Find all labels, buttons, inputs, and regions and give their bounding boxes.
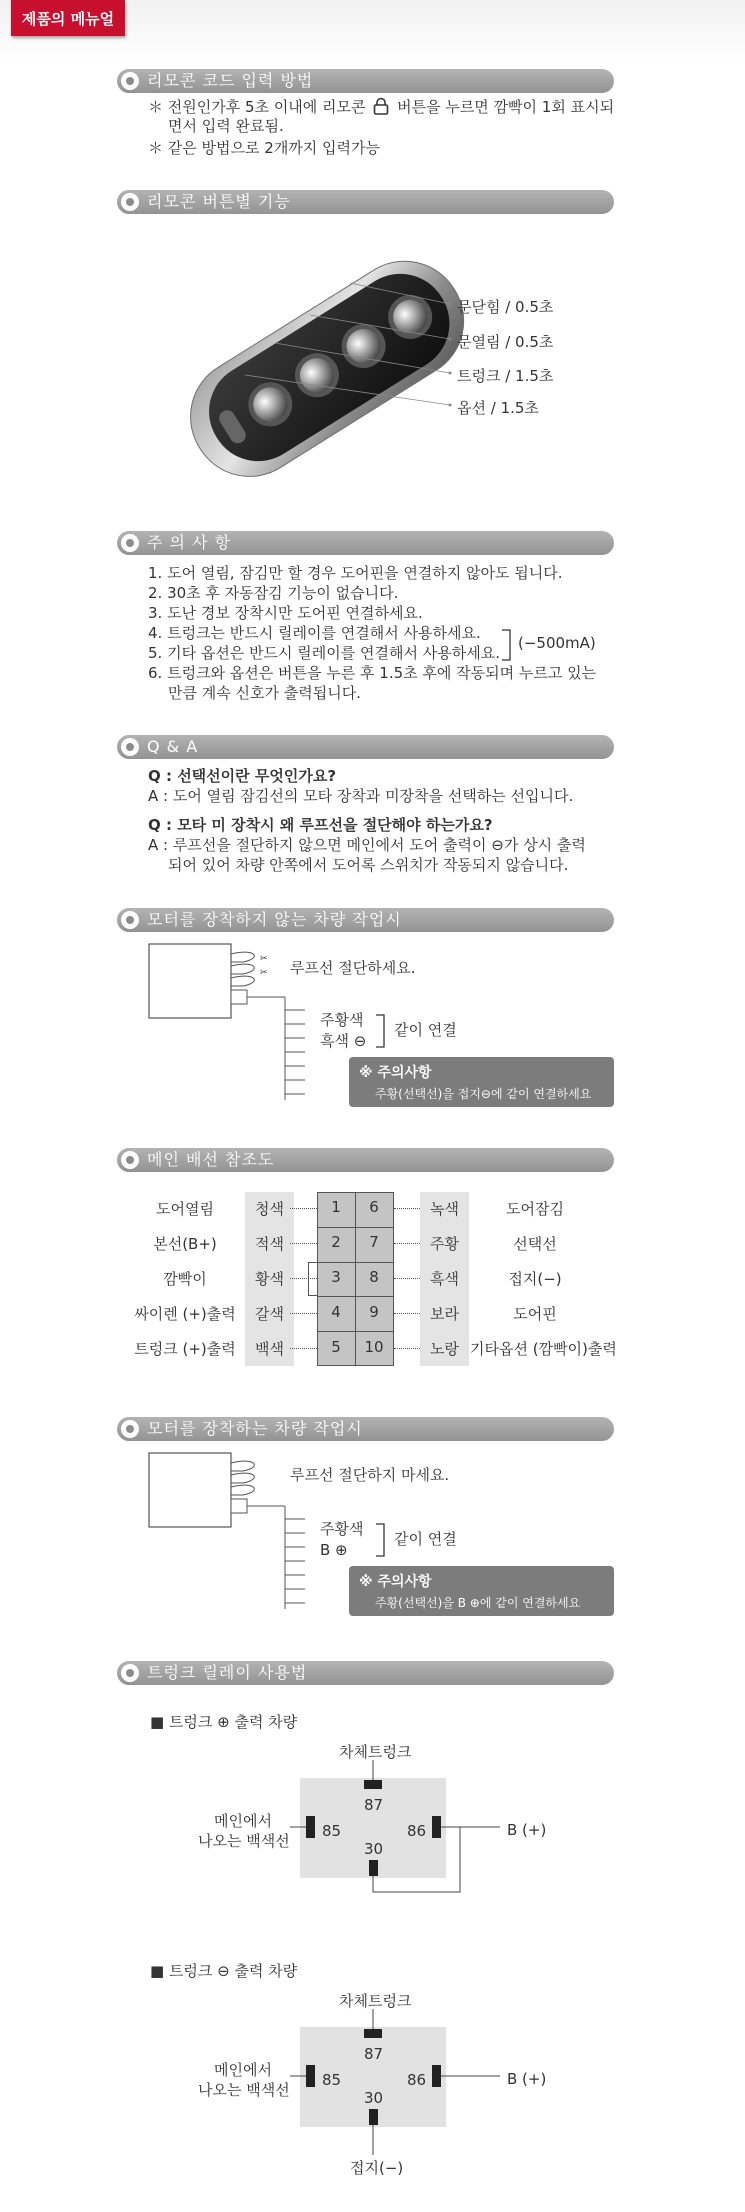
section-header-code xyxy=(117,69,614,93)
wire-function-right: 접지(−) xyxy=(508,1270,562,1288)
answer-2a: A : 루프선을 절단하지 않으면 메인에서 도어 출력이 ⊖가 상시 출력 xyxy=(148,836,586,854)
wire-color-left: 백색 xyxy=(255,1340,284,1358)
button-label-open: 문열림 / 0.5초 xyxy=(457,333,554,351)
wire-function-left: 도어열림 xyxy=(156,1200,214,1218)
wire-leader-left xyxy=(290,1278,317,1279)
relay-ground-label: 접지(−) xyxy=(350,2159,404,2177)
section-title: 트렁크 릴레이 사용법 xyxy=(147,1663,308,1682)
wire-function-right: 선택선 xyxy=(513,1235,557,1253)
section-header-motor xyxy=(117,1417,614,1441)
caution-item-1: 1. 도어 열림, 잠김만 할 경우 도어핀을 연결하지 않아도 됩니다. xyxy=(148,564,563,582)
wire-leader-right xyxy=(394,1348,420,1349)
relay-plus-title: ■ 트렁크 ⊕ 출력 차량 xyxy=(150,1713,298,1731)
loop-cut-instruction: 루프선 절단하세요. xyxy=(290,959,416,977)
wire-leader-right xyxy=(394,1243,420,1244)
note-title: ※ 주의사항 xyxy=(359,1065,432,1081)
relay-body-trunk-label: 차체트렁크 xyxy=(339,1743,412,1761)
caution-item-3: 3. 도난 경보 장착시만 도어핀 연결하세요. xyxy=(148,604,423,622)
wire-color-right: 노랑 xyxy=(430,1340,459,1358)
connector-pin: 10 xyxy=(364,1338,384,1356)
wire-color-left: 갈색 xyxy=(255,1305,284,1323)
section-title: 리모콘 코드 입력 방법 xyxy=(147,71,314,90)
relay-minus-title: ■ 트렁크 ⊖ 출력 차량 xyxy=(150,1962,298,1980)
motor-note xyxy=(349,1566,614,1616)
connector-pin: 2 xyxy=(331,1233,341,1251)
relay-pin-87: 87 xyxy=(364,2045,384,2063)
relay-pin-85: 85 xyxy=(322,1822,342,1840)
current-limit: (−500mA) xyxy=(518,634,596,652)
connect-together-label: 같이 연결 xyxy=(394,1021,457,1039)
caution-item-2: 2. 30초 후 자동잠김 기능이 없습니다. xyxy=(148,584,399,602)
bullet-dot-icon xyxy=(121,534,139,552)
wire-leader-left xyxy=(290,1348,317,1349)
wire-orange: 주황색 xyxy=(320,1011,364,1029)
relay-pin-85: 85 xyxy=(322,2071,342,2089)
connect-together-label: 같이 연결 xyxy=(394,1530,457,1548)
wire-black-ground: 흑색 ⊖ xyxy=(320,1032,367,1050)
wire-color-right: 녹색 xyxy=(430,1200,459,1218)
section-header-caution xyxy=(117,531,614,555)
wire-color-right: 보라 xyxy=(430,1305,459,1323)
caution-item-6b: 만큼 계속 신호가 출력됩니다. xyxy=(168,684,361,702)
section-title: 모터를 장착하지 않는 차량 작업시 xyxy=(147,910,402,929)
relay-pin-86: 86 xyxy=(407,1822,427,1840)
connector-pin: 8 xyxy=(369,1268,379,1286)
button-label-close: 문닫힘 / 0.5초 xyxy=(457,298,554,316)
wire-function-right: 도어핀 xyxy=(513,1305,557,1323)
bullet-star: ＊ xyxy=(148,139,164,157)
relay-b-plus-label: B (+) xyxy=(507,2070,547,2088)
button-label-option: 옵션 / 1.5초 xyxy=(457,399,539,417)
wire-orange: 주황색 xyxy=(320,1520,364,1538)
wire-function-left: 트렁크 (+)출력 xyxy=(134,1340,236,1358)
wire-color-left: 황색 xyxy=(255,1270,284,1288)
answer-2b: 되어 있어 차량 안쪽에서 도어록 스위치가 작동되지 않습니다. xyxy=(168,856,569,874)
answer-1: A : 도어 열림 잠김선의 모타 장착과 미장착을 선택하는 선입니다. xyxy=(148,787,574,805)
question-1: Q : 선택선이란 무엇인가요? xyxy=(148,767,337,785)
note-text: 주황(선택선)을 접지⊖에 같이 연결하세요 xyxy=(375,1087,592,1101)
section-title: 주 의 사 항 xyxy=(147,533,232,552)
caution-bracket xyxy=(500,628,514,662)
section-title: Q & A xyxy=(147,737,199,756)
relay-pin-87: 87 xyxy=(364,1796,384,1814)
wire-function-left: 싸이렌 (+)출력 xyxy=(134,1305,236,1323)
svg-text:✂: ✂ xyxy=(260,954,268,964)
section-title: 메인 배선 참조도 xyxy=(147,1150,275,1169)
manual-tag: 제품의 메뉴얼 xyxy=(11,0,125,36)
bullet-dot-icon xyxy=(121,911,139,929)
wire-function-left: 깜빡이 xyxy=(163,1270,207,1288)
connector-pin: 1 xyxy=(331,1198,341,1216)
code-text-2: 같은 방법으로 2개까지 입력가능 xyxy=(167,139,381,157)
caution-item-4: 4. 트렁크는 반드시 릴레이를 연결해서 사용하세요. xyxy=(148,624,481,642)
connector-pin: 3 xyxy=(331,1268,341,1286)
connector-pin: 7 xyxy=(369,1233,379,1251)
code-text-1c: 면서 입력 완료됨. xyxy=(168,117,284,135)
connect-bracket xyxy=(374,1522,388,1558)
connector-pin: 6 xyxy=(369,1198,379,1216)
relay-main-label-a: 메인에서 xyxy=(214,2061,272,2079)
bullet-dot-icon xyxy=(121,1420,139,1438)
wire-color-right: 주황 xyxy=(430,1235,459,1253)
relay-main-label-b: 나오는 백색선 xyxy=(198,2081,290,2099)
relay-body-trunk-label: 차체트렁크 xyxy=(339,1992,412,2010)
code-text-1b: 버튼을 누르면 깜빡이 1회 표시되 xyxy=(397,98,615,116)
bullet-dot-icon xyxy=(121,1664,139,1682)
bullet-dot-icon xyxy=(121,193,139,211)
relay-pin-30: 30 xyxy=(364,2089,384,2107)
no-motor-note xyxy=(349,1057,614,1107)
button-label-trunk: 트렁크 / 1.5초 xyxy=(457,367,554,385)
connector-pin: 5 xyxy=(331,1338,341,1356)
bullet-dot-icon xyxy=(121,72,139,90)
wire-leader-left xyxy=(290,1208,317,1209)
section-header-no-motor xyxy=(117,908,614,932)
connector-pin: 9 xyxy=(369,1303,379,1321)
wire-b-plus: B ⊕ xyxy=(320,1541,348,1559)
caution-item-5: 5. 기타 옵션은 반드시 릴레이를 연결해서 사용하세요. xyxy=(148,644,500,662)
bullet-star: ＊ xyxy=(148,98,164,116)
wire-leader-right xyxy=(394,1208,420,1209)
wire-color-right: 흑색 xyxy=(430,1270,459,1288)
note-title: ※ 주의사항 xyxy=(359,1574,432,1590)
lock-icon xyxy=(372,97,390,120)
wire-leader-left xyxy=(290,1243,317,1244)
wire-leader-right xyxy=(394,1313,420,1314)
section-title: 리모콘 버튼별 기능 xyxy=(147,192,291,211)
relay-pin-86: 86 xyxy=(407,2071,427,2089)
caution-item-6: 6. 트렁크와 옵션은 버튼을 누른 후 1.5초 후에 작동되며 누르고 있는 xyxy=(148,664,597,682)
section-header-main-wiring xyxy=(117,1148,614,1172)
relay-b-plus-label: B (+) xyxy=(507,1821,547,1839)
wire-function-right: 도어잠김 xyxy=(506,1200,564,1218)
loop-keep-instruction: 루프선 절단하지 마세요. xyxy=(290,1466,450,1484)
wire-color-left: 적색 xyxy=(255,1235,284,1253)
code-bullet-2 xyxy=(148,138,380,158)
wire-function-left: 본선(B+) xyxy=(153,1235,217,1253)
pin3-lock-tab xyxy=(308,1262,317,1296)
code-text-1a: 전원인가후 5초 이내에 리모콘 xyxy=(167,98,366,116)
svg-text:✂: ✂ xyxy=(260,968,268,978)
note-text: 주황(선택선)을 B ⊕에 같이 연결하세요 xyxy=(375,1596,581,1610)
section-header-buttons xyxy=(117,190,614,214)
relay-pin-30: 30 xyxy=(364,1840,384,1858)
relay-main-label-a: 메인에서 xyxy=(214,1812,272,1830)
wire-color-left: 청색 xyxy=(255,1200,284,1218)
connector-pin: 4 xyxy=(331,1303,341,1321)
bullet-dot-icon xyxy=(121,1151,139,1169)
relay-main-label-b: 나오는 백색선 xyxy=(198,1832,290,1850)
wire-function-right: 기타옵션 (깜빡이)출력 xyxy=(470,1340,617,1358)
question-2: Q : 모타 미 장착시 왜 루프선을 절단해야 하는가요? xyxy=(148,816,493,834)
bullet-dot-icon xyxy=(121,738,139,756)
section-title: 모터를 장착하는 차량 작업시 xyxy=(147,1419,363,1438)
wire-leader-left xyxy=(290,1313,317,1314)
connect-bracket xyxy=(374,1013,388,1049)
wire-leader-right xyxy=(394,1278,420,1279)
section-header-qa xyxy=(117,735,614,759)
section-header-trunk-relay xyxy=(117,1661,614,1685)
